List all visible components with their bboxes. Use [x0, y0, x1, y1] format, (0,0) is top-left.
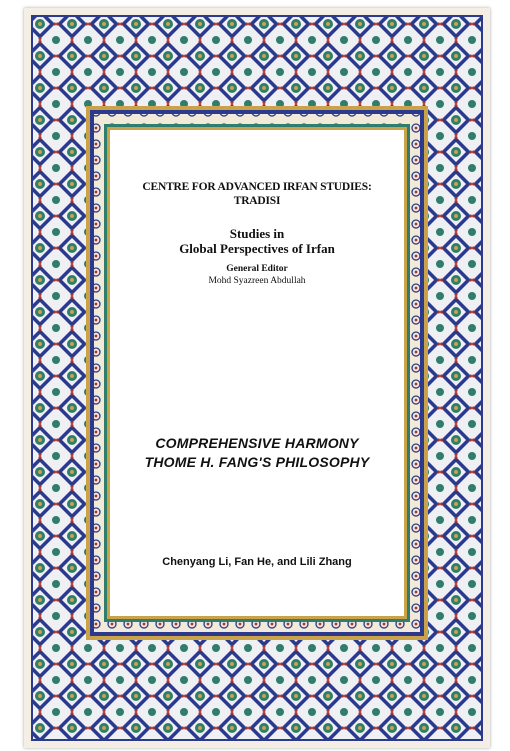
editor-name: Mohd Syazreen Abdullah	[208, 276, 306, 286]
series-line-1: CENTRE FOR ADVANCED IRFAN STUDIES:	[142, 181, 372, 193]
book-title	[112, 434, 402, 472]
title-panel	[112, 132, 402, 614]
editor-label: General Editor	[226, 264, 288, 274]
title-line-2: THOME H. FANG'S PHILOSOPHY	[144, 454, 370, 470]
series-line-2: TRADISI	[233, 195, 281, 207]
series-name	[112, 180, 402, 208]
subtitle-line-2: Global Perspectives of Irfan	[179, 241, 335, 256]
book-cover	[24, 8, 490, 748]
subtitle-line-1: Studies in	[229, 226, 285, 241]
title-line-1: COMPREHENSIVE HARMONY	[155, 435, 359, 451]
authors: Chenyang Li, Fan He, and Lili Zhang	[162, 556, 352, 568]
series-subtitle	[112, 226, 402, 256]
